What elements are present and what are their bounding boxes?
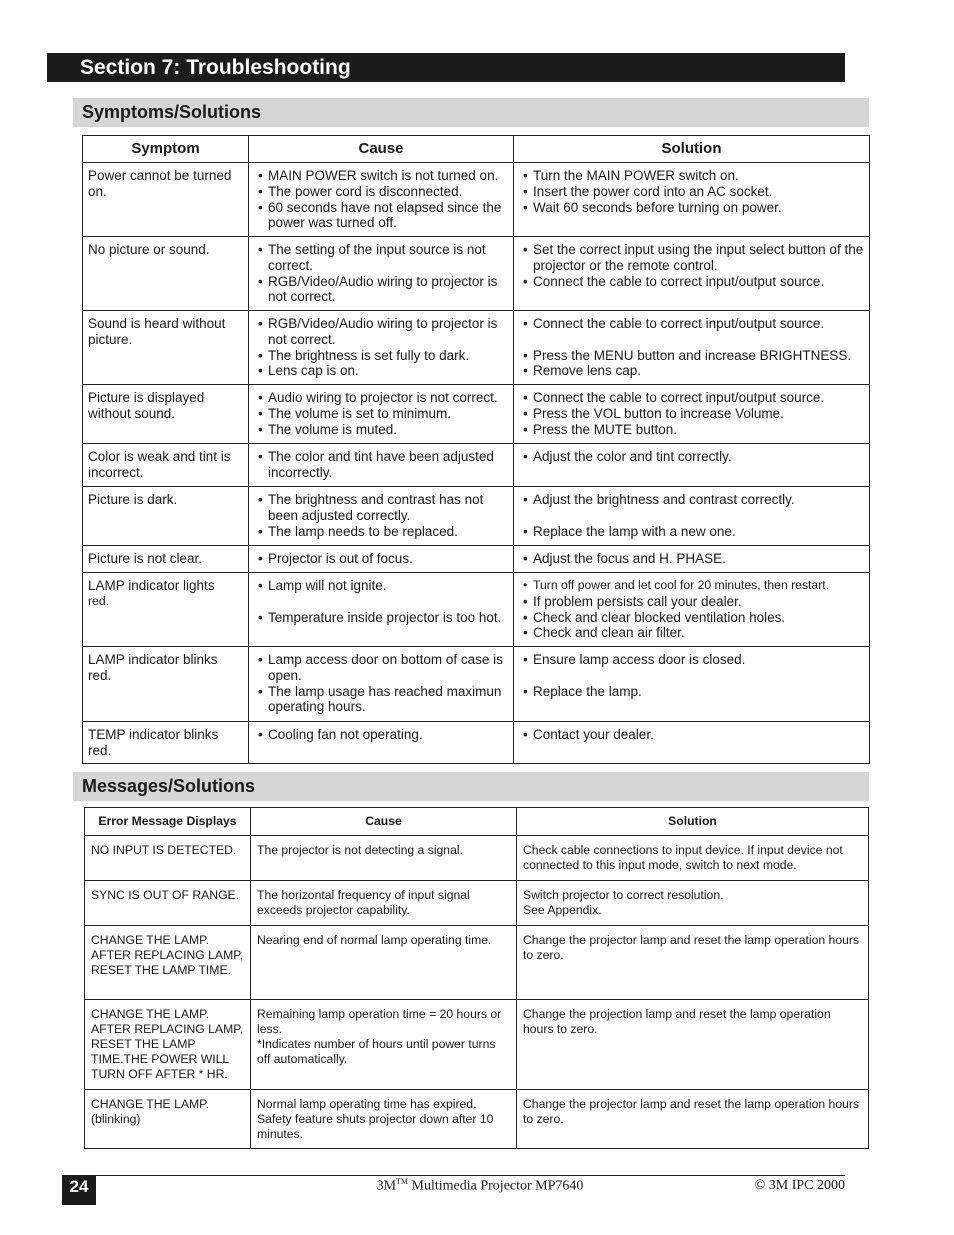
solution-cell bbox=[514, 487, 870, 546]
cause-item: • The power cord is disconnected. bbox=[254, 184, 509, 200]
solution-item: • Set the correct input using the input select button of the projector or the remote control. bbox=[519, 242, 865, 274]
symptom-cell: TEMP indicator blinks red. bbox=[83, 722, 249, 764]
cause-item: • The volume is set to minimum. bbox=[254, 406, 509, 422]
symptom-cell bbox=[83, 573, 249, 647]
table-row bbox=[83, 722, 870, 764]
solution-item: • Remove lens cap. bbox=[519, 363, 865, 379]
footer-copyright: © 3M IPC 2000 bbox=[754, 1178, 845, 1193]
cause-item: • RGB/Video/Audio wiring to projector is not correct. bbox=[254, 316, 509, 348]
cause-item: • 60 seconds have not elapsed since the power was turned off. bbox=[254, 200, 509, 232]
message-cell: NO INPUT IS DETECTED. bbox=[85, 836, 251, 881]
solution-cell bbox=[517, 881, 869, 926]
cause-column-header: Cause bbox=[251, 808, 517, 836]
solution-item: • Wait 60 seconds before turning on power. bbox=[519, 200, 865, 216]
solution-cell: Check cable connections to input device. If input device not connected to this input mode, switch to next mode. bbox=[517, 836, 869, 881]
cause-item: • The brightness is set fully to dark. bbox=[254, 348, 509, 364]
cause-cell bbox=[249, 722, 514, 764]
cause-cell: Nearing end of normal lamp operating time. bbox=[251, 926, 517, 1000]
cause-column-header: Cause bbox=[249, 136, 514, 163]
messages-header-row bbox=[85, 808, 869, 836]
solution-cell: Change the projector lamp and reset the lamp operation hours to zero. bbox=[517, 926, 869, 1000]
message-cell bbox=[85, 1090, 251, 1149]
solution-item: • Check and clear blocked ventilation holes. bbox=[519, 610, 865, 626]
cause-item: • MAIN POWER switch is not turned on. bbox=[254, 168, 509, 184]
cause-cell bbox=[249, 237, 514, 311]
cause-cell: The projector is not detecting a signal. bbox=[251, 836, 517, 881]
cause-cell bbox=[249, 385, 514, 444]
solution-column-header: Solution bbox=[514, 136, 870, 163]
solution-item: • Check and clean air filter. bbox=[519, 625, 865, 641]
table-row bbox=[83, 647, 870, 722]
solution-item: • Press the MENU button and increase BRIGHTNESS. bbox=[519, 348, 865, 364]
solution-cell bbox=[514, 722, 870, 764]
solution-cell bbox=[514, 163, 870, 237]
message-cell: CHANGE THE LAMP. AFTER REPLACING LAMP, RESET THE LAMP TIME.THE POWER WILL TURN OFF AFTER * HR. bbox=[85, 1000, 251, 1090]
table-row bbox=[83, 487, 870, 546]
cause-item: • Lamp will not ignite. bbox=[254, 578, 509, 594]
solution-cell bbox=[514, 647, 870, 722]
cause-item: • Projector is out of focus. bbox=[254, 551, 509, 567]
table-row bbox=[83, 573, 870, 647]
trademark-mark: TM bbox=[396, 1177, 409, 1186]
cause-item: • Temperature inside projector is too hot. bbox=[254, 610, 509, 626]
symptom-text-small: red. bbox=[88, 593, 110, 608]
symptoms-table bbox=[82, 135, 870, 764]
cause-item: • The setting of the input source is not correct. bbox=[254, 242, 509, 274]
cause-item: • The volume is muted. bbox=[254, 422, 509, 438]
table-row bbox=[83, 163, 870, 237]
symptom-text: LAMP indicator lights bbox=[88, 578, 215, 593]
cause-item: • The lamp usage has reached maximun operating hours. bbox=[254, 684, 509, 716]
symptom-cell: Power cannot be turned on. bbox=[83, 163, 249, 237]
messages-heading: Messages/Solutions bbox=[73, 772, 869, 801]
symptom-cell: Color is weak and tint is incorrect. bbox=[83, 444, 249, 487]
section-title: Section 7: Troubleshooting bbox=[47, 53, 845, 82]
message-cell: SYNC IS OUT OF RANGE. bbox=[85, 881, 251, 926]
cause-cell bbox=[249, 573, 514, 647]
cause-line: Normal lamp operating time has expired. bbox=[257, 1097, 477, 1111]
messages-table bbox=[84, 807, 869, 1149]
cause-cell bbox=[251, 1000, 517, 1090]
cause-cell bbox=[249, 546, 514, 573]
table-row bbox=[85, 926, 869, 1000]
solution-item: • Replace the lamp. bbox=[519, 684, 865, 700]
cause-item: • The lamp needs to be replaced. bbox=[254, 524, 509, 540]
solution-cell bbox=[514, 546, 870, 573]
solution-item: • Press the VOL button to increase Volume. bbox=[519, 406, 865, 422]
symptom-cell: Picture is not clear. bbox=[83, 546, 249, 573]
table-row bbox=[83, 444, 870, 487]
cause-cell: The horizontal frequency of input signal exceeds projector capability. bbox=[251, 881, 517, 926]
cause-item: • Lamp access door on bottom of case is open. bbox=[254, 652, 509, 684]
solution-item: • Insert the power cord into an AC socket. bbox=[519, 184, 865, 200]
solution-column-header: Solution bbox=[517, 808, 869, 836]
solution-cell bbox=[514, 444, 870, 487]
cause-cell bbox=[249, 444, 514, 487]
solution-item: • Turn off power and let cool for 20 minutes, then restart. bbox=[519, 578, 865, 594]
solution-item: • Connect the cable to correct input/output source. bbox=[519, 390, 865, 406]
symptom-column-header: Symptom bbox=[83, 136, 249, 163]
cause-item: • The brightness and contrast has not been adjusted correctly. bbox=[254, 492, 509, 524]
symptom-cell: Picture is displayed without sound. bbox=[83, 385, 249, 444]
cause-cell bbox=[249, 487, 514, 546]
cause-cell bbox=[249, 311, 514, 385]
solution-item: • Turn the MAIN POWER switch on. bbox=[519, 168, 865, 184]
solution-item: • Ensure lamp access door is closed. bbox=[519, 652, 865, 668]
solution-cell: Change the projector lamp and reset the lamp operation hours to zero. bbox=[517, 1090, 869, 1149]
solution-line: See Appendix. bbox=[523, 903, 602, 917]
cause-item: • The color and tint have been adjusted incorrectly. bbox=[254, 449, 509, 481]
solution-item: • Contact your dealer. bbox=[519, 727, 865, 743]
solution-item: • Adjust the color and tint correctly. bbox=[519, 449, 865, 465]
cause-item: • Cooling fan not operating. bbox=[254, 727, 509, 743]
symptom-cell: Picture is dark. bbox=[83, 487, 249, 546]
solution-item: • Adjust the brightness and contrast correctly. bbox=[519, 492, 865, 508]
solution-item: • Adjust the focus and H. PHASE. bbox=[519, 551, 865, 567]
symptom-cell: LAMP indicator blinks red. bbox=[83, 647, 249, 722]
solution-item: • Connect the cable to correct input/output source. bbox=[519, 274, 865, 290]
symptom-cell: Sound is heard without picture. bbox=[83, 311, 249, 385]
symptoms-header-row bbox=[83, 136, 870, 163]
solution-cell bbox=[514, 385, 870, 444]
cause-line: Remaining lamp operation time = 20 hours or less. bbox=[257, 1007, 502, 1036]
table-row bbox=[85, 836, 869, 881]
table-row bbox=[83, 385, 870, 444]
cause-item: • Lens cap is on. bbox=[254, 363, 509, 379]
cause-cell bbox=[249, 163, 514, 237]
symptoms-heading: Symptoms/Solutions bbox=[73, 98, 869, 127]
solution-item: • Replace the lamp with a new one. bbox=[519, 524, 865, 540]
page-number: 24 bbox=[62, 1175, 96, 1205]
cause-item: • Audio wiring to projector is not correct. bbox=[254, 390, 509, 406]
footer-rule bbox=[96, 1175, 845, 1176]
solution-line: Switch projector to correct resolution. bbox=[523, 888, 724, 902]
cause-cell bbox=[251, 1090, 517, 1149]
solution-cell: Change the projection lamp and reset the lamp operation hours to zero. bbox=[517, 1000, 869, 1090]
product-name: Multimedia Projector MP7640 bbox=[408, 1178, 584, 1194]
table-row bbox=[83, 311, 870, 385]
table-row bbox=[83, 237, 870, 311]
cause-item: • RGB/Video/Audio wiring to projector is not correct. bbox=[254, 274, 509, 306]
cause-cell bbox=[249, 647, 514, 722]
solution-item: • If problem persists call your dealer. bbox=[519, 594, 865, 610]
solution-item: • Connect the cable to correct input/output source. bbox=[519, 316, 865, 332]
cause-line: Safety feature shuts projector down after 10 minutes. bbox=[257, 1112, 494, 1141]
error-message-column-header: Error Message Displays bbox=[85, 808, 251, 836]
symptom-cell: No picture or sound. bbox=[83, 237, 249, 311]
cause-line: *Indicates number of hours until power turns off automatically. bbox=[257, 1037, 496, 1066]
product-brand: 3M bbox=[376, 1178, 397, 1194]
solution-item: • Press the MUTE button. bbox=[519, 422, 865, 438]
table-row bbox=[85, 1090, 869, 1149]
table-row bbox=[85, 1000, 869, 1090]
message-cell: CHANGE THE LAMP. AFTER REPLACING LAMP, RESET THE LAMP TIME. bbox=[85, 926, 251, 1000]
footer-product bbox=[260, 1177, 700, 1195]
table-row bbox=[83, 546, 870, 573]
message-line: (blinking) bbox=[91, 1112, 141, 1126]
solution-cell bbox=[514, 237, 870, 311]
solution-cell bbox=[514, 573, 870, 647]
message-line: CHANGE THE LAMP. bbox=[91, 1097, 210, 1111]
solution-cell bbox=[514, 311, 870, 385]
table-row bbox=[85, 881, 869, 926]
